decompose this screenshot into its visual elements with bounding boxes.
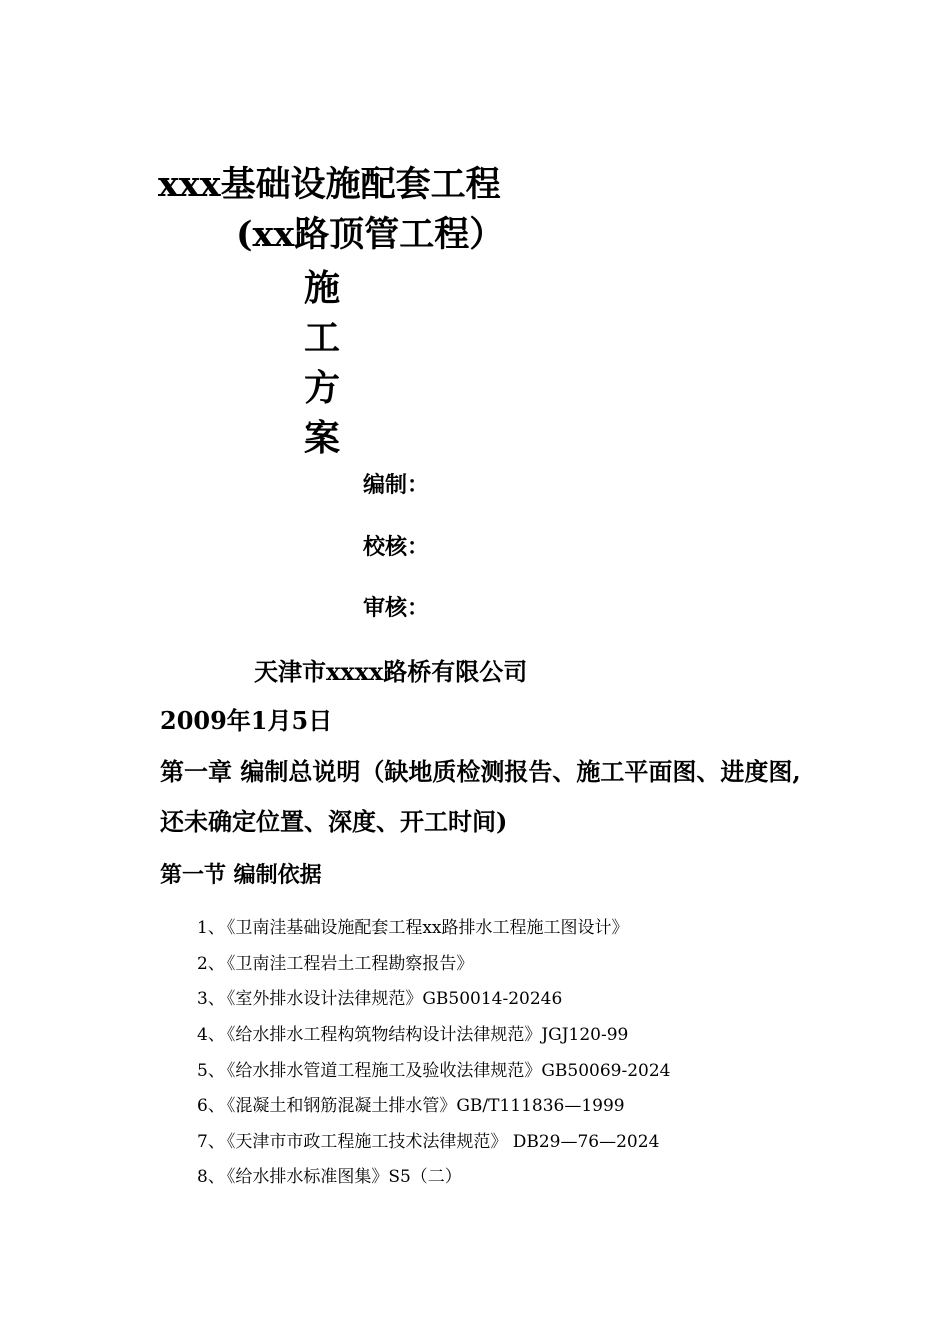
reference-item: [197, 917, 629, 939]
reference-number: 8、: [197, 1167, 225, 1187]
reference-text: 《给水排水管道工程施工及验收法律规范》GB50069-2024: [226, 1061, 671, 1081]
sign-review-label: 审核：: [363, 595, 430, 621]
reference-text: 《给水排水标准图集》S5（二）: [226, 1167, 462, 1187]
vertical-title-char: 工: [304, 317, 341, 359]
chapter-title-line1: 第一章 编制总说明（缺地质检测报告、施工平面图、进度图,: [160, 757, 801, 786]
cover-title-line1: xxx基础设施配套工程: [158, 164, 501, 205]
document-date: 2009年1月5日: [160, 706, 333, 735]
section-title: 第一节 编制依据: [160, 862, 322, 888]
sign-check-label: 校核：: [363, 534, 430, 560]
company-name: 天津市xxxx路桥有限公司: [254, 657, 528, 686]
reference-number: 1、: [197, 918, 225, 938]
chapter-title-line2: 还未确定位置、深度、开工时间): [160, 807, 508, 836]
reference-item: [197, 1060, 671, 1082]
reference-item: [197, 1024, 628, 1046]
reference-number: 7、: [197, 1132, 225, 1152]
reference-item: [197, 1131, 659, 1153]
reference-number: 4、: [197, 1025, 225, 1045]
reference-text: 《卫南洼基础设施配套工程xx路排水工程施工图设计》: [226, 918, 629, 938]
reference-item: [197, 988, 562, 1010]
vertical-title-char: 案: [304, 417, 341, 459]
vertical-title-char: 方: [304, 367, 341, 409]
reference-number: 5、: [197, 1061, 225, 1081]
reference-item: [197, 953, 473, 975]
sign-compile-label: 编制：: [363, 472, 430, 498]
reference-number: 6、: [197, 1096, 225, 1116]
cover-title-line2: (xx路顶管工程）: [236, 214, 505, 255]
reference-item: [197, 1095, 625, 1117]
reference-number: 3、: [197, 989, 225, 1009]
vertical-title-char: 施: [304, 267, 341, 309]
reference-text: 《室外排水设计法律规范》GB50014-20246: [226, 989, 563, 1009]
reference-number: 2、: [197, 954, 225, 974]
reference-item: [197, 1166, 462, 1188]
reference-text: 《混凝土和钢筋混凝土排水管》GB/T111836—1999: [226, 1096, 625, 1116]
reference-text: 《卫南洼工程岩土工程勘察报告》: [226, 954, 474, 974]
reference-text: 《给水排水工程构筑物结构设计法律规范》JGJ120-99: [226, 1025, 629, 1045]
reference-text: 《天津市市政工程施工技术法律规范》 DB29—76—2024: [226, 1132, 660, 1152]
